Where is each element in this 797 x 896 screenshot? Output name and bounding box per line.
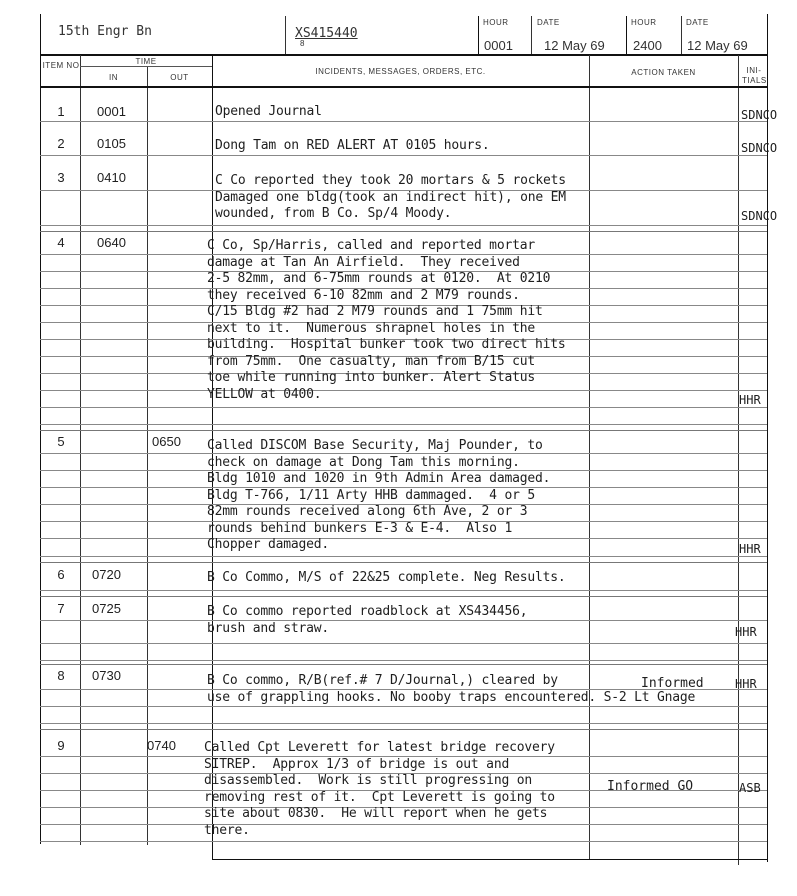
entry-text: C Co, Sp/Harris, called and reported mortar damage at Tan An Airfield. They received 2-5 82mm, and 6-75mm rounds at 0120. At 0210 they received 6-10 82mm and 2 M79 rounds. C/15 Bldg #2 had 2 M79 rounds and 1 75mm hit next to it. Numerous shrapnel holes in the building. Hospital bunker took two direct hits from 75mm. One casualty, man from B/15 cut toe while running into bunker. Alert Status YELLOW at 0400. xyxy=(207,238,566,402)
col-line xyxy=(738,55,739,865)
header-divider xyxy=(531,16,532,54)
time-header: TIME xyxy=(135,57,157,66)
time-subheader-line xyxy=(80,66,212,67)
incidents-header: INCIDENTS, MESSAGES, ORDERS, ETC. xyxy=(315,67,486,76)
item-no-header: ITEM NO xyxy=(42,61,80,70)
to-hour-label: HOUR xyxy=(631,18,657,27)
time-in: 0730 xyxy=(92,668,121,683)
ruled-line xyxy=(40,155,767,156)
entry-text: Called Cpt Leverett for latest bridge recovery SITREP. Approx 1/3 of bridge is out and disassembled. Work is still progressing on removing rest of it. Cpt Leverett is going to site about 0830. He will report when he gets there. xyxy=(204,740,555,838)
ruled-line xyxy=(40,643,767,644)
item-number: 6 xyxy=(57,567,65,582)
ruled-line xyxy=(40,225,767,226)
entry-text: C Co reported they took 20 mortars & 5 rockets Damaged one bldg(took an indirect hit), one EM wounded, from B Co. Sp/4 Moody. xyxy=(215,173,566,221)
initials: HHR xyxy=(739,393,761,407)
item-number: 9 xyxy=(57,738,65,753)
header-divider xyxy=(681,16,682,54)
initials: HHR xyxy=(739,542,761,556)
from-date-label: DATE xyxy=(537,18,560,27)
header-divider xyxy=(626,16,627,54)
ruled-line xyxy=(40,424,767,425)
initials: SDNCO xyxy=(741,141,778,155)
action-taken: Informed xyxy=(641,676,704,691)
header-divider xyxy=(285,16,286,54)
ruled-line xyxy=(40,556,767,557)
ruled-line xyxy=(40,121,767,122)
left-border xyxy=(40,14,41,844)
ruled-line xyxy=(40,723,767,724)
ruled-line xyxy=(40,841,767,842)
initials: SDNCO xyxy=(741,108,778,122)
time-in-header: IN xyxy=(109,73,118,82)
entry-text: B Co commo, R/B(ref.# 7 D/Journal,) cleared by use of grappling hooks. No booby traps encountered. S-2 Lt Gnage xyxy=(207,673,696,705)
ruled-line xyxy=(40,407,767,408)
initials-header: INI- TIALS xyxy=(742,66,767,85)
ruled-line xyxy=(40,590,767,591)
item-number: 7 xyxy=(57,601,65,616)
time-out-header: OUT xyxy=(170,73,189,82)
grid-mark: 8 xyxy=(300,39,305,48)
time-in: 0001 xyxy=(97,104,126,119)
action-taken: Informed GO xyxy=(607,779,694,794)
time-in: 0105 xyxy=(97,136,126,151)
time-out: 0650 xyxy=(152,434,181,449)
header-divider xyxy=(478,16,479,54)
initials: ASB xyxy=(739,781,761,795)
col-line xyxy=(589,55,590,860)
item-number: 4 xyxy=(57,235,65,250)
col-line xyxy=(80,55,81,845)
ruled-line xyxy=(40,664,767,665)
ruled-line xyxy=(40,660,767,661)
to-date-label: DATE xyxy=(686,18,709,27)
entry-text: B Co Commo, M/S of 22&25 complete. Neg Results. xyxy=(207,570,566,585)
ruled-line xyxy=(40,596,767,597)
time-in: 0410 xyxy=(97,170,126,185)
from-hour: 0001 xyxy=(484,38,513,53)
unit-name: 15th Engr Bn xyxy=(58,24,152,39)
ruled-line xyxy=(40,562,767,563)
item-number: 5 xyxy=(57,434,65,449)
to-date: 12 May 69 xyxy=(687,38,748,53)
from-hour-label: HOUR xyxy=(483,18,509,27)
ruled-line xyxy=(40,706,767,707)
action-header: ACTION TAKEN xyxy=(631,68,696,77)
item-number: 3 xyxy=(57,170,65,185)
initials: HHR xyxy=(735,677,757,691)
entry-text: Opened Journal xyxy=(215,104,322,119)
column-header-separator xyxy=(40,86,767,88)
time-in: 0640 xyxy=(97,235,126,250)
item-number: 8 xyxy=(57,668,65,683)
bottom-line xyxy=(212,859,767,860)
time-out: 0740 xyxy=(147,738,176,753)
ruled-line xyxy=(40,231,767,232)
initials: SDNCO xyxy=(741,209,778,223)
time-in: 0725 xyxy=(92,601,121,616)
entry-text: B Co commo reported roadblock at XS434456, brush and straw. xyxy=(207,604,528,636)
initials: HHR xyxy=(735,625,757,639)
to-hour: 2400 xyxy=(633,38,662,53)
ruled-line xyxy=(40,430,767,431)
item-number: 1 xyxy=(57,104,65,119)
header-separator xyxy=(40,54,767,56)
entry-text: Called DISCOM Base Security, Maj Pounder, to check on damage at Dong Tam this morning. Bldg 1010 and 1020 in 9th Admin Area damaged. Bldg T-766, 1/11 Arty HHB dammaged. 4 or 5 82mm rounds received along 6th Ave, 2 or 3 rounds behind bunkers E-3 & E-4. Also 1 Chopper damaged. xyxy=(207,438,551,552)
ruled-line xyxy=(40,729,767,730)
item-number: 2 xyxy=(57,136,65,151)
entry-text: Dong Tam on RED ALERT AT 0105 hours. xyxy=(215,138,490,153)
time-in: 0720 xyxy=(92,567,121,582)
grid-reference: XS415440 xyxy=(295,26,358,41)
from-date: 12 May 69 xyxy=(544,38,605,53)
